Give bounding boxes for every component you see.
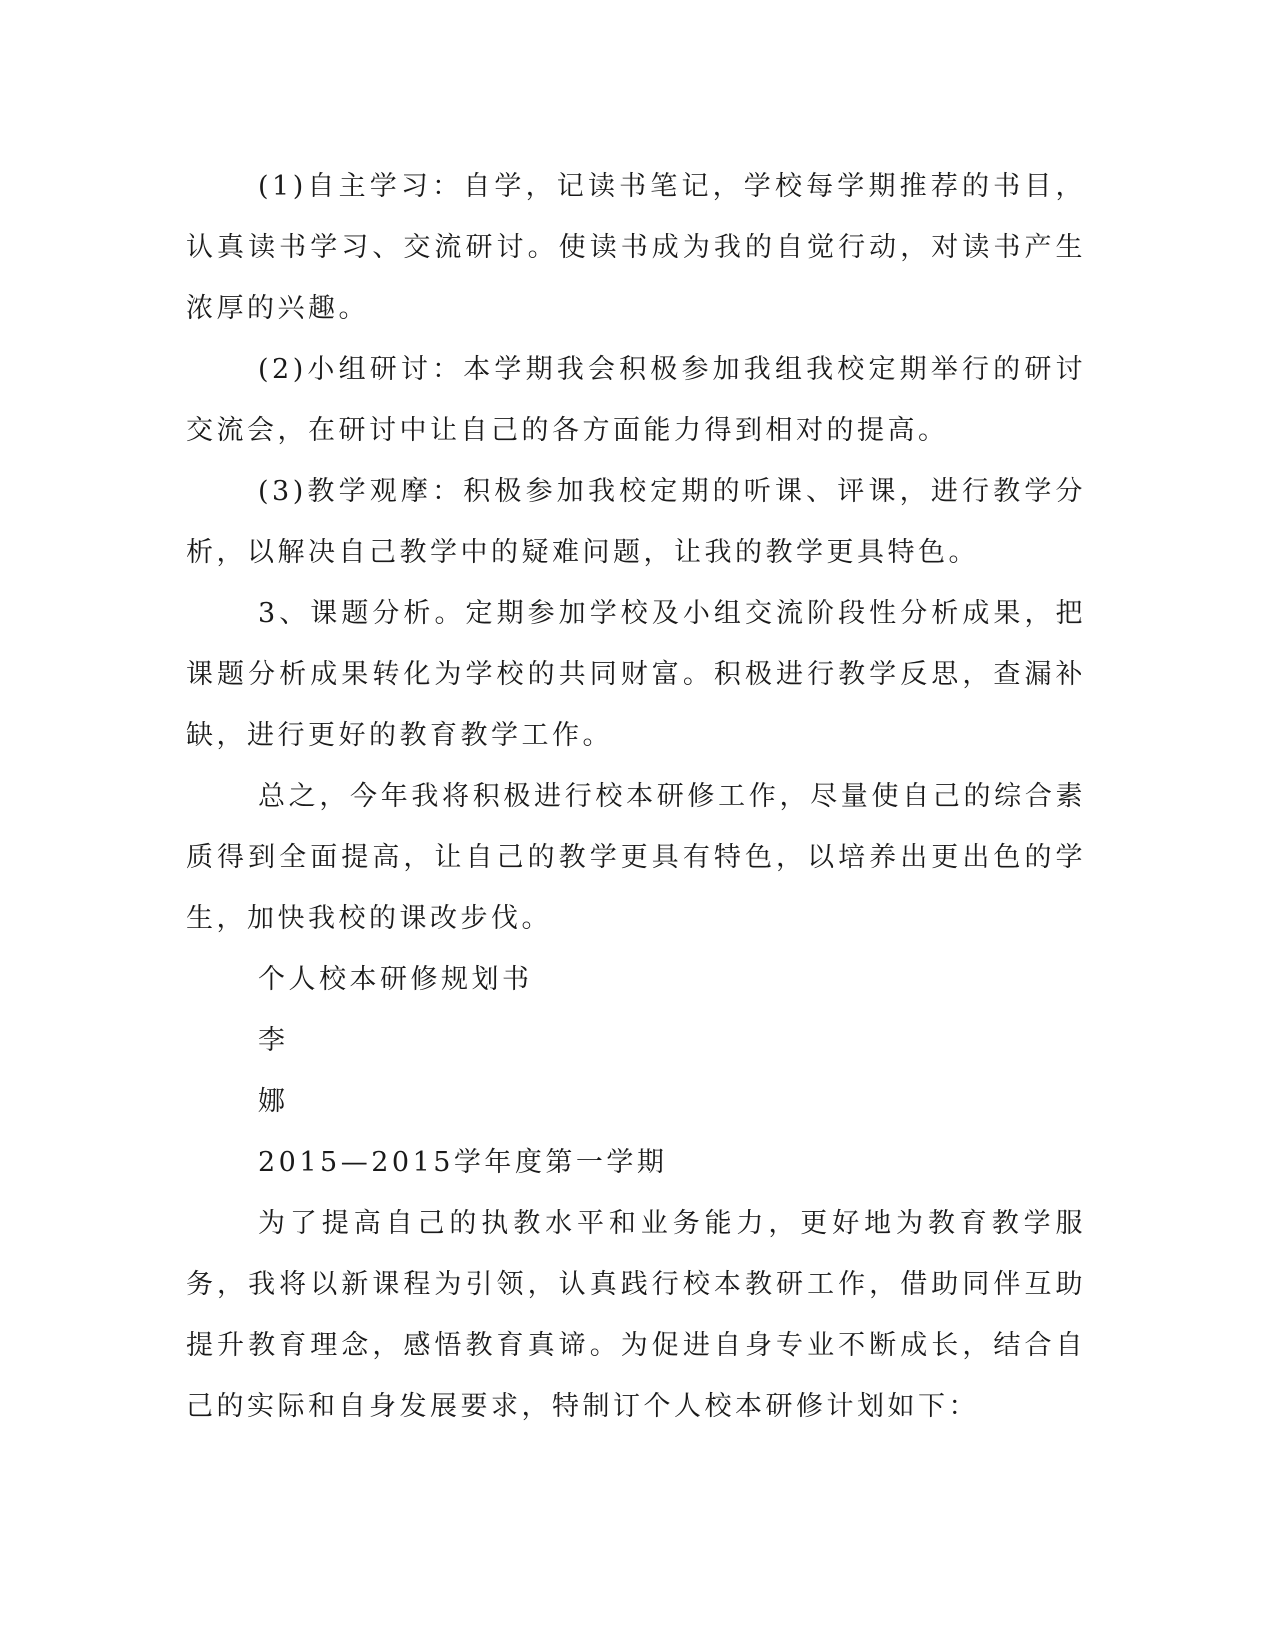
term-label: 2015—2015学年度第一学期 [258, 1147, 668, 1178]
paragraph-topic-analysis: 3、课题分析。定期参加学校及小组交流阶段性分析成果，把课题分析成果转化为学校的共同财富。积极进行教学反思，查漏补缺，进行更好的教育教学工作。 [186, 598, 1086, 751]
paragraph-conclusion: 总之，今年我将积极进行校本研修工作，尽量使自己的综合素质得到全面提高，让自己的教学更具有特色，以培养出更出色的学生，加快我校的课改步伐。 [186, 781, 1086, 934]
paragraph-intro: 为了提高自己的执教水平和业务能力，更好地为教育教学服务，我将以新课程为引领，认真践行校本教研工作，借助同伴互助提升教育理念，感悟教育真谛。为促进自身专业不断成长，结合自己的实际和自身发展要求，特制订个人校本研修计划如下： [186, 1208, 1086, 1422]
document-page [186, 156, 1086, 1437]
document-title: 个人校本研修规划书 [258, 964, 533, 995]
paragraph-group-discussion: (2)小组研讨：本学期我会积极参加我组我校定期举行的研讨交流会，在研讨中让自己的各方面能力得到相对的提高。 [186, 354, 1086, 446]
paragraph-teaching-observation: (3)教学观摩：积极参加我校定期的听课、评课，进行教学分析，以解决自己教学中的疑难问题，让我的教学更具特色。 [186, 476, 1086, 568]
paragraph-self-study: (1)自主学习：自学，记读书笔记，学校每学期推荐的书目，认真读书学习、交流研讨。使读书成为我的自觉行动，对读书产生浓厚的兴趣。 [186, 171, 1086, 324]
author-surname: 李 [258, 1025, 289, 1056]
author-given-name: 娜 [258, 1086, 289, 1117]
